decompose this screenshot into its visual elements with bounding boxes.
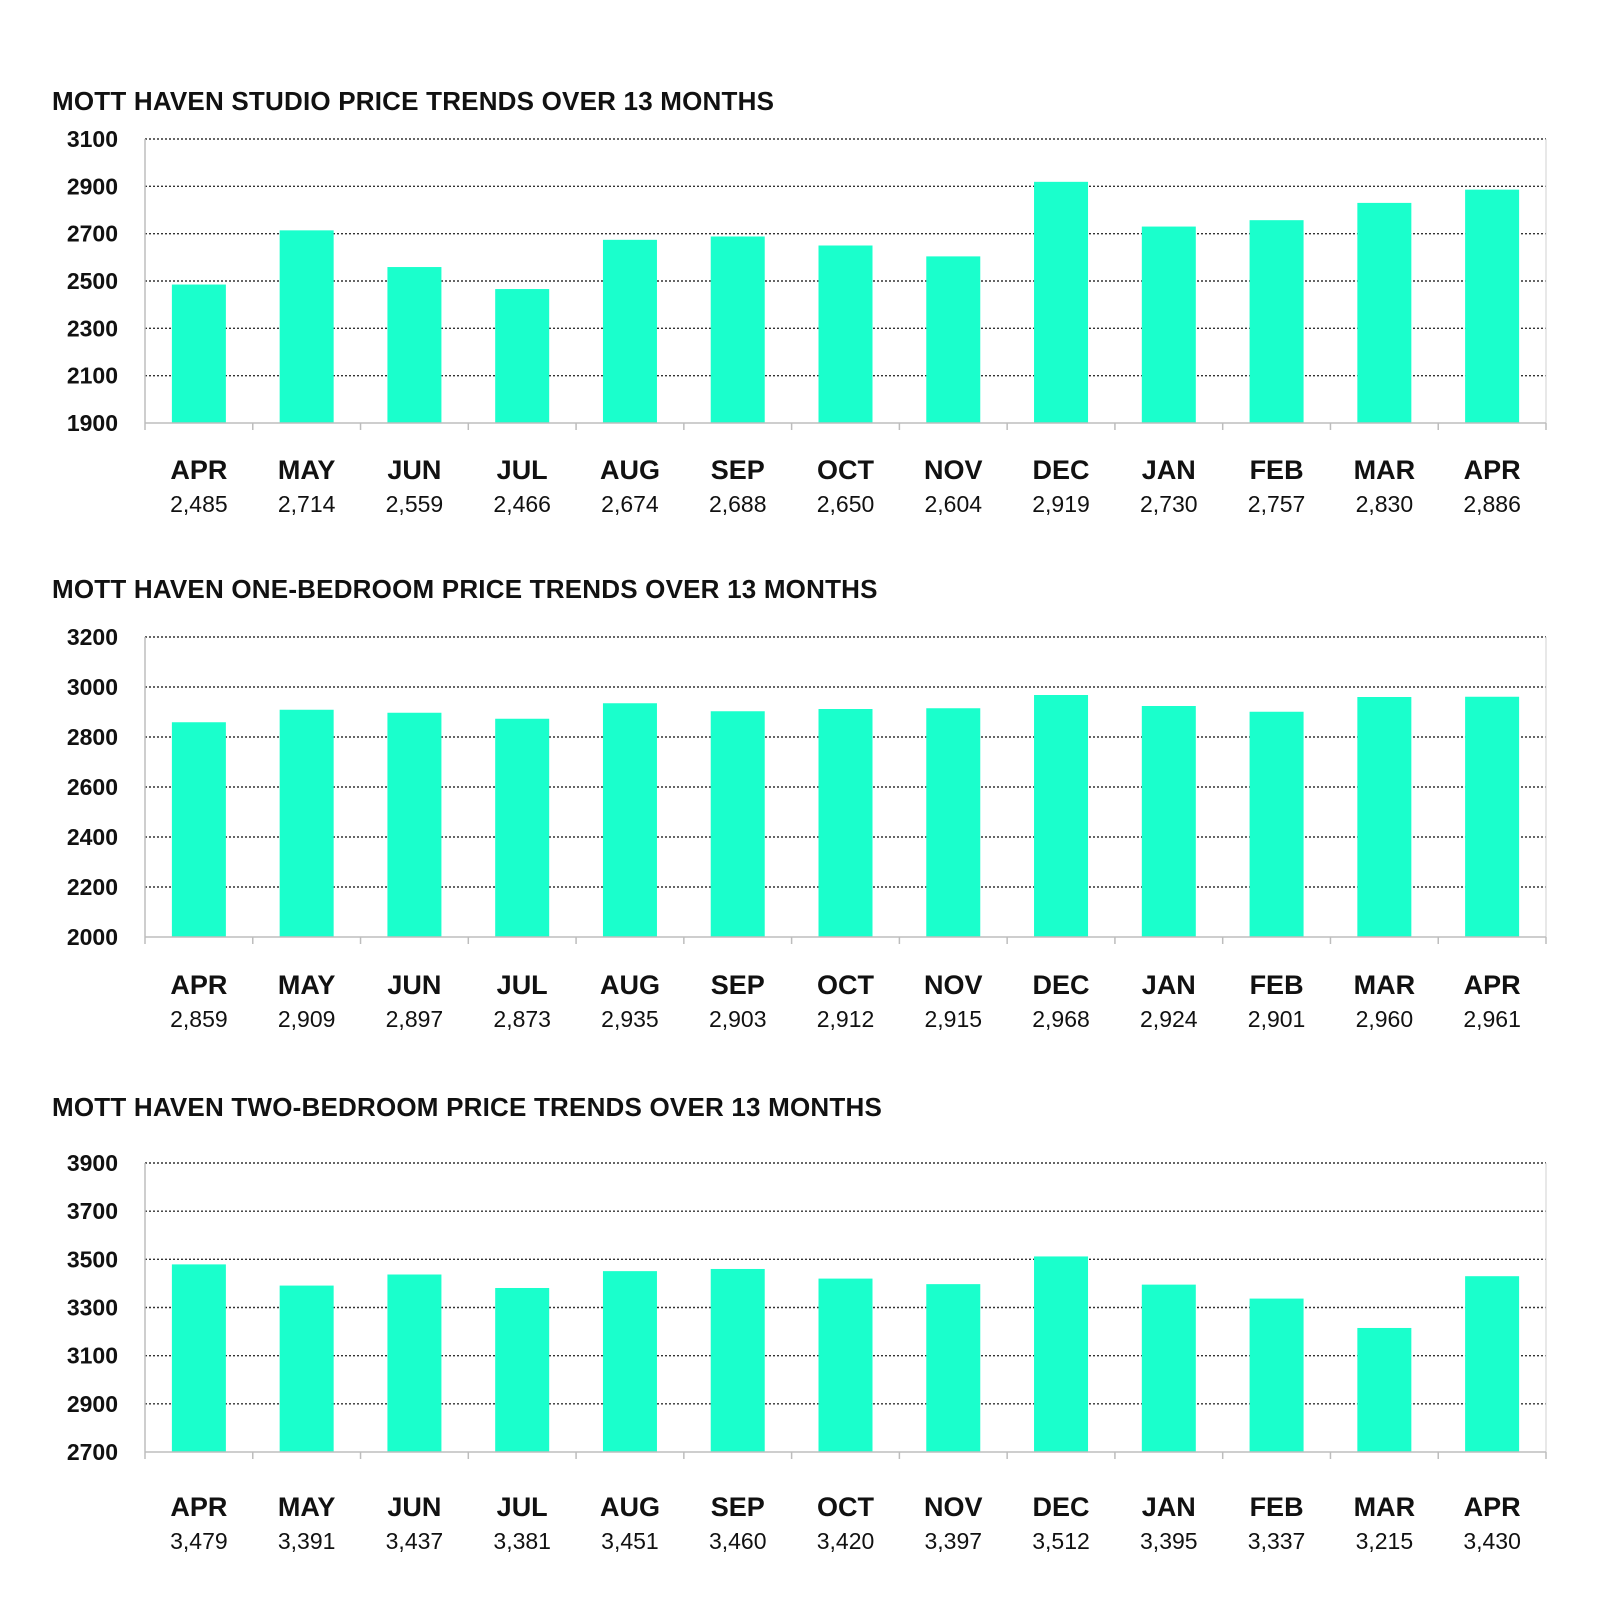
bar-jul [495, 719, 549, 937]
bar-value-label: 2,961 [1463, 1006, 1521, 1032]
bar-value-label: 2,714 [277, 491, 336, 517]
x-category-label: JAN [1141, 970, 1196, 1000]
bar-jul [495, 1288, 549, 1452]
y-tick-label: 2800 [66, 724, 118, 750]
bar-mar [1357, 203, 1411, 423]
bar-value-label: 2,912 [816, 1006, 875, 1032]
bar-value-label: 2,859 [170, 1006, 228, 1032]
x-category-label: JAN [1141, 455, 1196, 485]
bar-apr [172, 1264, 226, 1452]
bar-value-label: 3,381 [493, 1528, 551, 1554]
bar-sep [711, 1269, 765, 1452]
bar-value-label: 2,559 [385, 491, 444, 517]
bar-value-label: 2,924 [1140, 1006, 1198, 1032]
y-tick-label: 3000 [66, 674, 118, 700]
bar-apr [172, 285, 226, 423]
chart-title: MOTT HAVEN STUDIO PRICE TRENDS OVER 13 MONTHS [52, 86, 775, 116]
bar-jun [387, 1275, 441, 1452]
bar-oct [819, 709, 873, 937]
bar-mar [1357, 1328, 1411, 1452]
x-category-label: APR [1463, 1492, 1521, 1522]
bar-value-label: 3,430 [1463, 1528, 1521, 1554]
x-category-label: DEC [1032, 970, 1090, 1000]
x-category-label: AUG [599, 455, 660, 485]
bar-feb [1250, 712, 1304, 937]
bar-dec [1034, 182, 1088, 423]
bar-dec [1034, 695, 1088, 937]
bar-aug [603, 240, 657, 423]
bar-value-label: 2,886 [1463, 491, 1521, 517]
bar-value-label: 2,485 [170, 491, 228, 517]
x-category-label: FEB [1249, 1492, 1304, 1522]
chart-title: MOTT HAVEN ONE-BEDROOM PRICE TRENDS OVER 13 MONTHS [52, 574, 878, 604]
y-tick-label: 3200 [66, 624, 118, 650]
y-tick-label: 3500 [66, 1246, 118, 1273]
bar-jan [1142, 706, 1196, 937]
bar-mar [1357, 697, 1411, 937]
bar-nov [926, 256, 980, 423]
x-category-label: APR [170, 970, 228, 1000]
bar-feb [1250, 220, 1304, 423]
one-bedroom-chart-plot [0, 574, 1600, 1034]
y-tick-label: 2300 [66, 315, 118, 342]
bar-apr [1465, 190, 1519, 423]
bar-value-label: 2,915 [924, 1006, 983, 1032]
y-tick-label: 2600 [66, 774, 118, 800]
x-category-label: OCT [817, 455, 874, 485]
y-tick-label: 2400 [66, 824, 118, 850]
bar-value-label: 3,460 [708, 1528, 767, 1554]
x-category-label: APR [1463, 455, 1521, 485]
x-category-label: SEP [710, 455, 765, 485]
bar-nov [926, 708, 980, 937]
bar-value-label: 3,451 [601, 1528, 659, 1554]
x-category-label: JAN [1141, 1492, 1196, 1522]
y-tick-label: 2000 [66, 924, 118, 950]
x-category-label: JUN [387, 970, 442, 1000]
y-tick-label: 2700 [66, 1439, 118, 1465]
bar-feb [1250, 1299, 1304, 1452]
y-tick-label: 2200 [66, 874, 118, 900]
bar-nov [926, 1284, 980, 1452]
x-category-label: MAR [1353, 1492, 1416, 1522]
bar-apr [172, 722, 226, 937]
x-category-label: JUL [496, 1492, 548, 1522]
bar-value-label: 2,903 [708, 1006, 767, 1032]
y-tick-label: 3300 [66, 1294, 118, 1321]
y-tick-label: 2100 [66, 362, 118, 389]
bar-value-label: 3,437 [385, 1528, 444, 1554]
studio-chart [0, 86, 1600, 526]
bar-jul [495, 289, 549, 423]
y-tick-label: 2500 [66, 268, 118, 294]
bar-oct [819, 246, 873, 424]
bar-oct [819, 1279, 873, 1452]
y-tick-label: 2700 [66, 220, 118, 247]
bar-may [280, 230, 334, 423]
bar-value-label: 2,960 [1355, 1006, 1414, 1032]
x-category-label: NOV [924, 455, 983, 485]
x-category-label: OCT [817, 970, 874, 1000]
y-tick-label: 2900 [66, 173, 118, 200]
x-category-label: FEB [1249, 970, 1304, 1000]
y-tick-label: 3900 [66, 1150, 118, 1176]
bar-value-label: 2,730 [1140, 491, 1198, 517]
x-category-label: APR [170, 455, 228, 485]
bar-sep [711, 711, 765, 937]
bar-value-label: 2,909 [277, 1006, 336, 1032]
y-tick-label: 3700 [66, 1198, 118, 1225]
bar-value-label: 3,397 [924, 1528, 983, 1554]
bar-value-label: 2,604 [924, 491, 983, 517]
bar-value-label: 2,968 [1032, 1006, 1090, 1032]
x-category-label: FEB [1249, 455, 1304, 485]
bar-may [280, 1286, 334, 1452]
bar-jun [387, 267, 441, 423]
x-category-label: DEC [1032, 455, 1090, 485]
bar-value-label: 2,897 [385, 1006, 444, 1032]
x-category-label: MAY [277, 455, 336, 485]
x-category-label: SEP [710, 1492, 765, 1522]
bar-value-label: 3,215 [1355, 1528, 1414, 1554]
bar-value-label: 2,830 [1355, 491, 1414, 517]
bar-value-label: 2,873 [493, 1006, 551, 1032]
x-category-label: JUN [387, 1492, 442, 1522]
x-category-label: JUN [387, 455, 442, 485]
bar-value-label: 3,337 [1247, 1528, 1306, 1554]
bar-apr [1465, 697, 1519, 937]
y-tick-label: 3100 [66, 126, 118, 152]
x-category-label: MAR [1353, 455, 1416, 485]
bar-aug [603, 703, 657, 937]
bar-apr [1465, 1276, 1519, 1452]
y-tick-label: 3100 [66, 1342, 118, 1369]
x-category-label: APR [170, 1492, 228, 1522]
studio-chart-plot [0, 86, 1600, 526]
x-category-label: DEC [1032, 1492, 1090, 1522]
bar-aug [603, 1271, 657, 1452]
bar-value-label: 3,479 [170, 1528, 228, 1554]
bar-may [280, 710, 334, 937]
x-category-label: MAR [1353, 970, 1416, 1000]
x-category-label: SEP [710, 970, 765, 1000]
bar-value-label: 2,466 [493, 491, 551, 517]
bar-value-label: 2,757 [1247, 491, 1306, 517]
bar-value-label: 2,901 [1247, 1006, 1306, 1032]
x-category-label: AUG [599, 1492, 660, 1522]
bar-value-label: 2,919 [1032, 491, 1090, 517]
two-bedroom-chart [0, 1092, 1600, 1562]
x-category-label: JUL [496, 970, 548, 1000]
bar-dec [1034, 1256, 1088, 1452]
x-category-label: MAY [277, 970, 336, 1000]
bar-sep [711, 237, 765, 423]
bar-jun [387, 713, 441, 937]
bar-value-label: 3,395 [1140, 1528, 1198, 1554]
bar-value-label: 2,674 [601, 491, 659, 517]
x-category-label: NOV [924, 970, 983, 1000]
x-category-label: NOV [924, 1492, 983, 1522]
bar-value-label: 3,420 [816, 1528, 875, 1554]
bar-value-label: 2,650 [816, 491, 875, 517]
bar-value-label: 2,935 [601, 1006, 659, 1032]
bar-value-label: 3,512 [1032, 1528, 1090, 1554]
two-bedroom-chart-plot [0, 1092, 1600, 1562]
bar-value-label: 2,688 [708, 491, 767, 517]
chart-title: MOTT HAVEN TWO-BEDROOM PRICE TRENDS OVER 13 MONTHS [52, 1092, 882, 1122]
y-tick-label: 1900 [66, 410, 118, 436]
bar-jan [1142, 1285, 1196, 1452]
one-bedroom-chart [0, 574, 1600, 1034]
x-category-label: JUL [496, 455, 548, 485]
x-category-label: MAY [277, 1492, 336, 1522]
x-category-label: OCT [817, 1492, 874, 1522]
bar-jan [1142, 227, 1196, 423]
x-category-label: AUG [599, 970, 660, 1000]
x-category-label: APR [1463, 970, 1521, 1000]
y-tick-label: 2900 [66, 1390, 118, 1417]
bar-value-label: 3,391 [277, 1528, 336, 1554]
